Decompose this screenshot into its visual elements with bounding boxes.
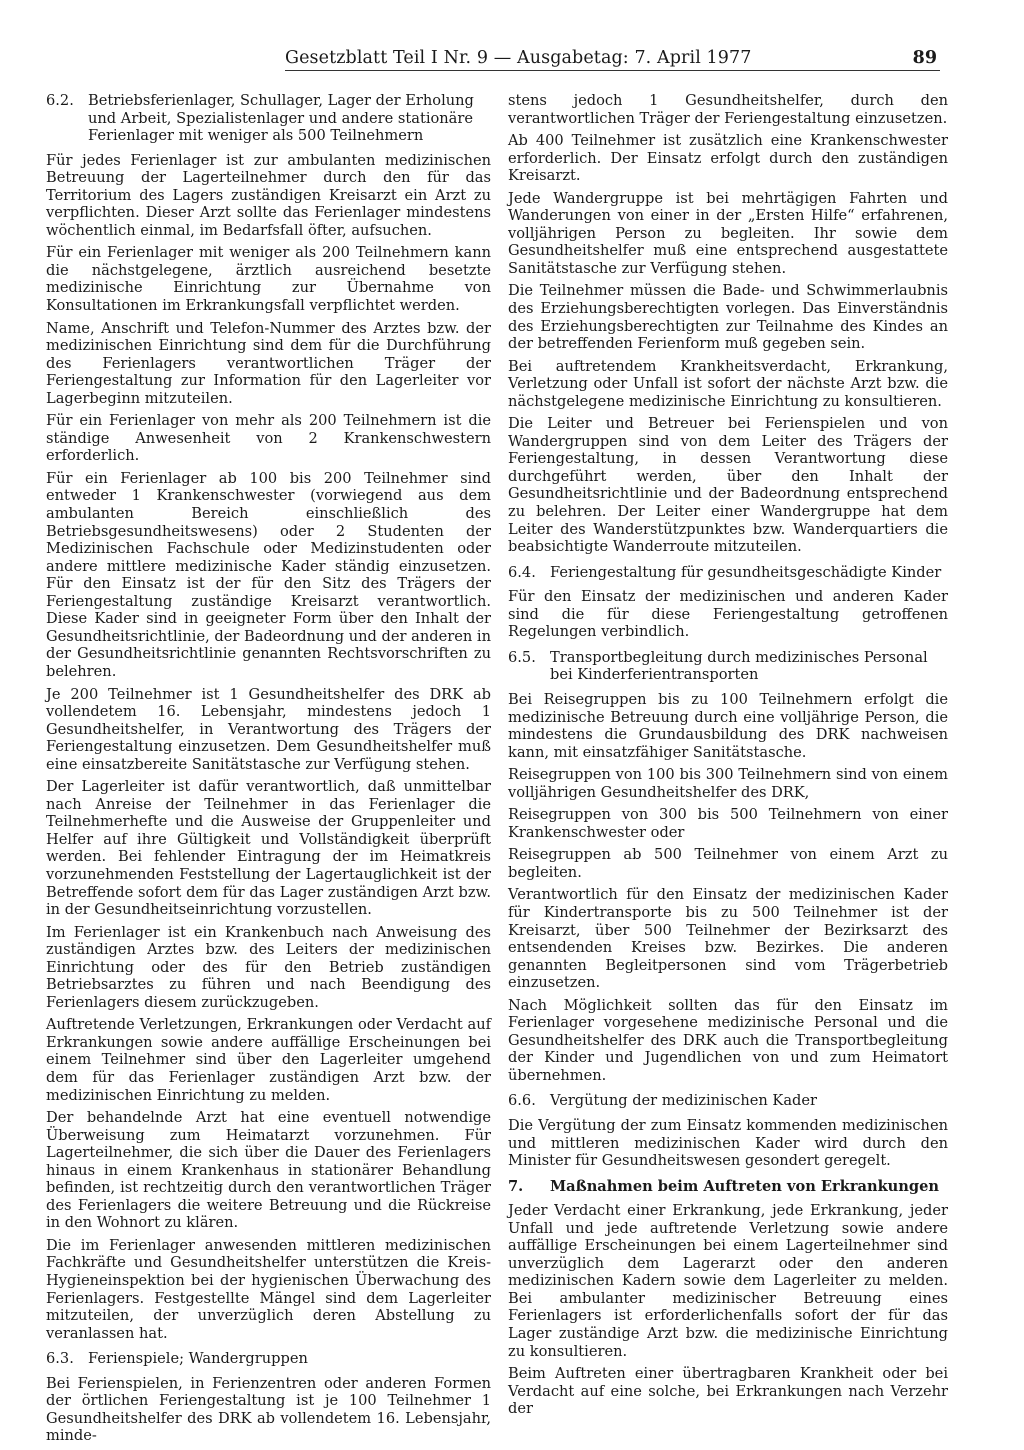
page-header: [285, 48, 945, 78]
paragraph: Bei auftretendem Krankheitsverdacht, Erkrankung, Verletzung oder Unfall ist sofort der nächste Arzt bzw. die nächstgelegene medizinische Einrichtung zu konsultieren.: [508, 357, 948, 410]
paragraph: Der Lagerleiter ist dafür verantwortlich, daß unmittelbar nach Anreise der Teilnehmer in das Ferienlager die Teilnehmerhefte und die Ausweise der Gruppenleiter und Helfer auf ihre Gültigkeit und Vollständigkeit überprüft werden. Bei fehlender Eintragung der im Heimatkreis vorzunehmenden Feststellung der Lagertauglichkeit ist der Betreffende sofort dem für das Lager zuständigen Arzt bzw. in der Gesundheitseinrichtung vorzustellen.: [46, 778, 491, 919]
section-heading-6-3: [46, 1350, 491, 1368]
paragraph: Name, Anschrift und Telefon-Nummer des Arztes bzw. der medizinischen Einrichtung sind dem für die Durchführung des Ferienlagers verantwortlichen Träger der Feriengestaltung zur Information für den Lagerleiter vor Lagerbeginn mitzuteilen.: [46, 319, 491, 407]
header-title: Gesetzblatt Teil I Nr. 9 — Ausgabetag: 7. April 1977: [285, 48, 752, 68]
right-column: [508, 92, 948, 1423]
left-column: [46, 92, 491, 1450]
paragraph: Jeder Verdacht einer Erkrankung, jede Erkrankung, jeder Unfall und jede auftretende Verletzung sowie andere auffällige Erscheinungen bei einem Lagerteilnehmer sind unverzüglich dem Lagerarzt oder den anderen medizinischen Kadern sowie dem Lagerleiter zu melden. Bei ambulanter medizinischer Betreuung eines Ferienlagers ist erforderlichenfalls sofort der für das Lager zuständige Arzt bzw. die medizinische Einrichtung zu konsultieren.: [508, 1202, 948, 1360]
paragraph: Für jedes Ferienlager ist zur ambulanten medizinischen Betreuung der Lagerteilnehmer durch den für das Territorium des Lagers zuständigen Kreisarzt ein Arzt zu verpflichten. Dieser Arzt sollte das Ferienlager mindestens wöchentlich einmal, im Bedarfsfall öfter, aufsuchen.: [46, 151, 491, 239]
header-rule: [285, 70, 940, 71]
paragraph: Jede Wandergruppe ist bei mehrtägigen Fahrten und Wanderungen von einer in der „Ersten Hilfe“ erfahrenen, volljährigen Person zu begleiten. Ihr sowie dem Gesundheitshelfer muß eine entsprechend ausgestattete Sanitätstasche zur Verfügung stehen.: [508, 189, 948, 277]
paragraph: Die Leiter und Betreuer bei Ferienspielen und von Wandergruppen sind von dem Leiter des Trägers der Feriengestaltung, in dessen Verantwortung diese durchgeführt werden, über den Inhalt der Gesundheitsrichtlinie und der Badeordnung entsprechend zu belehren. Der Leiter einer Wandergruppe hat dem Leiter des Wanderstützpunktes bzw. Wanderquartiers die beabsichtigte Wanderroute mitzuteilen.: [508, 415, 948, 556]
section-number: 6.5.: [508, 648, 536, 666]
paragraph: Für ein Ferienlager mit weniger als 200 Teilnehmern kann die nächstgelegene, ärztlich ausreichend besetzte medizinische Einrichtung zur Übernahme von Konsultationen im Erkrankungsfall verpflichtet werden.: [46, 244, 491, 315]
section-heading-6-4: [508, 564, 948, 582]
section-title: Ferienspiele; Wandergruppen: [88, 1350, 308, 1368]
section-title: Betriebsferienlager, Schullager, Lager der Erholung und Arbeit, Spezialistenlager und andere stationäre Ferienlager mit weniger als 500 Teilnehmern: [88, 92, 474, 145]
paragraph: Beim Auftreten einer übertragbaren Krankheit oder bei Verdacht auf eine solche, bei Erkrankungen nach Verzehr der: [508, 1365, 948, 1418]
section-number: 6.6.: [508, 1092, 536, 1110]
paragraph: Reisegruppen ab 500 Teilnehmer von einem Arzt zu begleiten.: [508, 846, 948, 881]
paragraph: Für ein Ferienlager ab 100 bis 200 Teilnehmer sind entweder 1 Krankenschwester (vorwiegend aus dem ambulanten Bereich einschließlich des Betriebsgesundheitswesens) oder 2 Studenten der Medizinischen Fachschule oder Medizinstudenten oder andere mittlere medizinische Kader ständig einzusetzen. Für den Einsatz ist der für den Sitz des Trägers der Feriengestaltung zuständige Kreisarzt verantwortlich. Diese Kader sind in geeigneter Form über den Inhalt der Gesundheitsrichtlinie, der Badeordnung und der anderen in der Gesundheitsrichtlinie genannten Rechtsvorschriften zu belehren.: [46, 469, 491, 680]
paragraph: Die im Ferienlager anwesenden mittleren medizinischen Fachkräfte und Gesundheitshelfer unterstützen die Kreis-Hygieneinspektion bei der hygienischen Überwachung des Ferienlagers. Festgestellte Mängel sind dem Lagerleiter mitzuteilen, der unverzüglich deren Abstellung zu veranlassen hat.: [46, 1236, 491, 1342]
paragraph: Je 200 Teilnehmer ist 1 Gesundheitshelfer des DRK ab vollendetem 16. Lebensjahr, mindestens jedoch 1 Gesundheitshelfer, in Verantwortung des Trägers der Feriengestaltung einzusetzen. Dem Gesundheitshelfer muß eine einsatzbereite Sanitätstasche zur Verfügung stehen.: [46, 685, 491, 773]
section-number: 6.2.: [46, 92, 74, 109]
paragraph: Bei Reisegruppen bis zu 100 Teilnehmern erfolgt die medizinische Betreuung durch eine volljährige Person, die mindestens die Grundausbildung des DRK nachweisen kann, mit einsatzfähiger Sanitätstasche.: [508, 690, 948, 761]
section-title: Maßnahmen beim Auftreten von Erkrankungen: [550, 1177, 940, 1195]
paragraph: Verantwortlich für den Einsatz der medizinischen Kader für Kindertransporte bis zu 500 Teilnehmer ist der Kreisarzt, über 500 Teilnehmer der Bezirksarzt des entsendenden Kreises bzw. Bezirkes. Die anderen genannten Begleitpersonen sind vom Trägerbetrieb einzusetzen.: [508, 886, 948, 992]
section-title: Feriengestaltung für gesundheitsgeschädigte Kinder: [550, 563, 942, 581]
paragraph: Die Teilnehmer müssen die Bade- und Schwimmerlaubnis des Erziehungsberechtigten vorlegen. Das Einverständnis des Erziehungsberechtigten zur Teilnahme des Kindes an der betreffenden Ferienform muß gegeben sein.: [508, 282, 948, 353]
section-title: Transportbegleitung durch medizinisches Personal bei Kinderferientransporten: [550, 648, 928, 684]
paragraph: stens jedoch 1 Gesundheitshelfer, durch den verantwortlichen Träger der Feriengestaltung einzusetzen.: [508, 92, 948, 127]
section-number: 7.: [508, 1177, 524, 1195]
paragraph: Der behandelnde Arzt hat eine eventuell notwendige Überweisung zum Heimatarzt vorzunehmen. Für Lagerteilnehmer, die sich über die Dauer des Ferienlagers hinaus in einem Krankenhaus in stationärer Behandlung befinden, ist rechtzeitig durch den verantwortlichen Träger des Ferienlagers die weitere Betreuung und die Rückreise in den Wohnort zu klären.: [46, 1109, 491, 1232]
section-number: 6.3.: [46, 1350, 74, 1368]
paragraph: Ab 400 Teilnehmer ist zusätzlich eine Krankenschwester erforderlich. Der Einsatz erfolgt durch den zuständigen Kreisarzt.: [508, 132, 948, 185]
paragraph: Bei Ferienspielen, in Ferienzentren oder anderen Formen der örtlichen Feriengestaltung ist je 100 Teilnehmer 1 Gesundheitshelfer des DRK ab vollendetem 16. Lebensjahr, minde-: [46, 1374, 491, 1445]
section-number: 6.4.: [508, 563, 536, 581]
paragraph: Auftretende Verletzungen, Erkrankungen oder Verdacht auf Erkrankungen sowie andere auffällige Erscheinungen bei einem Teilnehmer sind über den Lagerleiter umgehend dem für das Ferienlager zuständigen Arzt bzw. der medizinischen Einrichtung zu melden.: [46, 1016, 491, 1104]
paragraph: Für den Einsatz der medizinischen und anderen Kader sind die für diese Feriengestaltung getroffenen Regelungen verbindlich.: [508, 588, 948, 641]
section-heading-6-2: [46, 92, 491, 145]
page-number: 89: [912, 48, 937, 68]
paragraph: Reisegruppen von 100 bis 300 Teilnehmern sind von einem volljährigen Gesundheitshelfer des DRK,: [508, 766, 948, 801]
paragraph: Nach Möglichkeit sollten das für den Einsatz im Ferienlager vorgesehene medizinische Personal und die Gesundheitshelfer des DRK auch die Transportbegleitung der Kinder und Jugendlichen von und zum Heimatort übernehmen.: [508, 996, 948, 1084]
paragraph: Im Ferienlager ist ein Krankenbuch nach Anweisung des zuständigen Arztes bzw. des Leiters der medizinischen Einrichtung oder des für den Betrieb zuständigen Betriebsarztes zu führen und nach Beendigung des Ferienlagers diesem zurückzugeben.: [46, 923, 491, 1011]
section-heading-7: [508, 1178, 948, 1196]
paragraph: Reisegruppen von 300 bis 500 Teilnehmern von einer Krankenschwester oder: [508, 806, 948, 841]
section-heading-6-6: [508, 1092, 948, 1110]
section-title: Vergütung der medizinischen Kader: [550, 1092, 817, 1110]
section-heading-6-5: [508, 649, 948, 684]
paragraph: Für ein Ferienlager von mehr als 200 Teilnehmern ist die ständige Anwesenheit von 2 Krankenschwestern erforderlich.: [46, 412, 491, 465]
paragraph: Die Vergütung der zum Einsatz kommenden medizinischen und mittleren medizinischen Kader wird durch den Minister für Gesundheitswesen gesondert geregelt.: [508, 1116, 948, 1170]
